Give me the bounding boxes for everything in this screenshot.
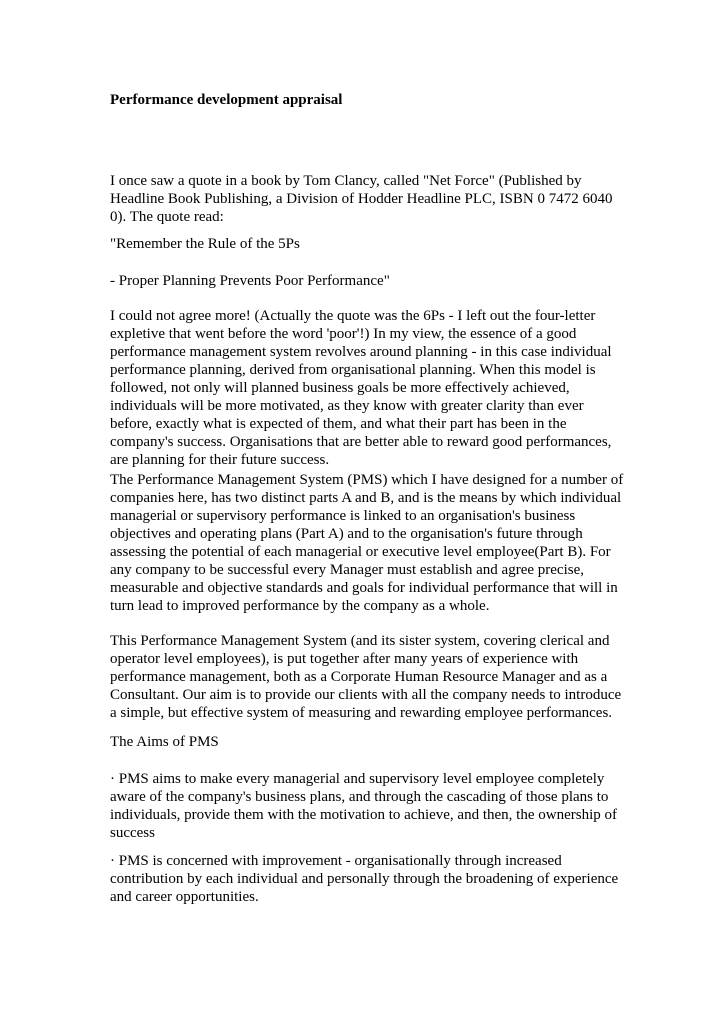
paragraph-line: success — [110, 825, 155, 841]
paragraph-line: Headline Book Publishing, a Division of Hodder Headline PLC, ISBN 0 7472 6040 — [110, 191, 613, 207]
paragraph-line: performance management, both as a Corporate Human Resource Manager and as a — [110, 669, 608, 685]
paragraph-line: any company to be successful every Manager must establish and agree precise, — [110, 562, 584, 578]
paragraph — [110, 307, 630, 469]
paragraph — [110, 770, 630, 842]
paragraph-line: The Performance Management System (PMS) which I have designed for a number of — [110, 472, 624, 488]
paragraph — [110, 733, 630, 751]
paragraph-line: Consultant. Our aim is to provide our clients with all the company needs to introduce — [110, 687, 622, 703]
paragraph-line: performance planning, derived from organisational planning. When this model is — [110, 362, 596, 378]
paragraph-line: companies here, has two distinct parts A and B, and is the means by which individual — [110, 490, 622, 506]
paragraph-line: The Aims of PMS — [110, 734, 219, 750]
paragraph-line: and career opportunities. — [110, 889, 259, 905]
paragraph-line: performance management system revolves around planning - in this case individual — [110, 344, 612, 360]
paragraph-line: expletive that went before the word 'poor'!) In my view, the essence of a good — [110, 326, 577, 342]
paragraph — [110, 471, 630, 615]
document-title: Performance development appraisal — [110, 92, 343, 108]
paragraph-line: 0). The quote read: — [110, 209, 224, 225]
paragraph-line: turn lead to improved performance by the company as a whole. — [110, 598, 490, 614]
paragraph — [110, 272, 630, 290]
paragraph-line: company's success. Organisations that are better able to reward good performances, — [110, 434, 612, 450]
paragraph — [110, 632, 630, 722]
paragraph-line: I could not agree more! (Actually the quote was the 6Ps - I left out the four-letter — [110, 308, 596, 324]
paragraph-line: I once saw a quote in a book by Tom Clancy, called "Net Force" (Published by — [110, 173, 582, 189]
paragraph-line: contribution by each individual and personally through the broadening of experience — [110, 871, 619, 887]
paragraph-line: assessing the potential of each managerial or executive level employee(Part B). For — [110, 544, 611, 560]
paragraph-line: · PMS is concerned with improvement - organisationally through increased — [110, 853, 562, 869]
paragraph-line: are planning for their future success. — [110, 452, 330, 468]
paragraph — [110, 172, 630, 226]
paragraph-line: This Performance Management System (and its sister system, covering clerical and — [110, 633, 610, 649]
paragraph — [110, 852, 630, 906]
document-body — [110, 91, 630, 905]
paragraph — [110, 235, 630, 253]
paragraph-line: "Remember the Rule of the 5Ps — [110, 236, 300, 252]
paragraph-line: - Proper Planning Prevents Poor Performance" — [110, 273, 390, 289]
paragraph-line: operator level employees), is put together after many years of experience with — [110, 651, 579, 667]
paragraph-line: managerial or supervisory performance is linked to an organisation's business — [110, 508, 576, 524]
paragraph-line: individuals will be more motivated, as they know with greater clarity than ever — [110, 398, 584, 414]
paragraph-line: individuals, provide them with the motivation to achieve, and then, the ownership of — [110, 807, 617, 823]
paragraph-line: objectives and operating plans (Part A) and to the organisation's future through — [110, 526, 583, 542]
paragraph-line: measurable and objective standards and goals for individual performance that will in — [110, 580, 618, 596]
paragraph-line: before, exactly what is expected of them, and what their part has been in the — [110, 416, 567, 432]
paragraph-line: aware of the company's business plans, and through the cascading of those plans to — [110, 789, 609, 805]
paragraph-line: a simple, but effective system of measuring and rewarding employee performances. — [110, 705, 613, 721]
paragraph-line: · PMS aims to make every managerial and supervisory level employee completely — [110, 771, 605, 787]
paragraph-line: followed, not only will planned business goals be more effectively achieved, — [110, 380, 570, 396]
